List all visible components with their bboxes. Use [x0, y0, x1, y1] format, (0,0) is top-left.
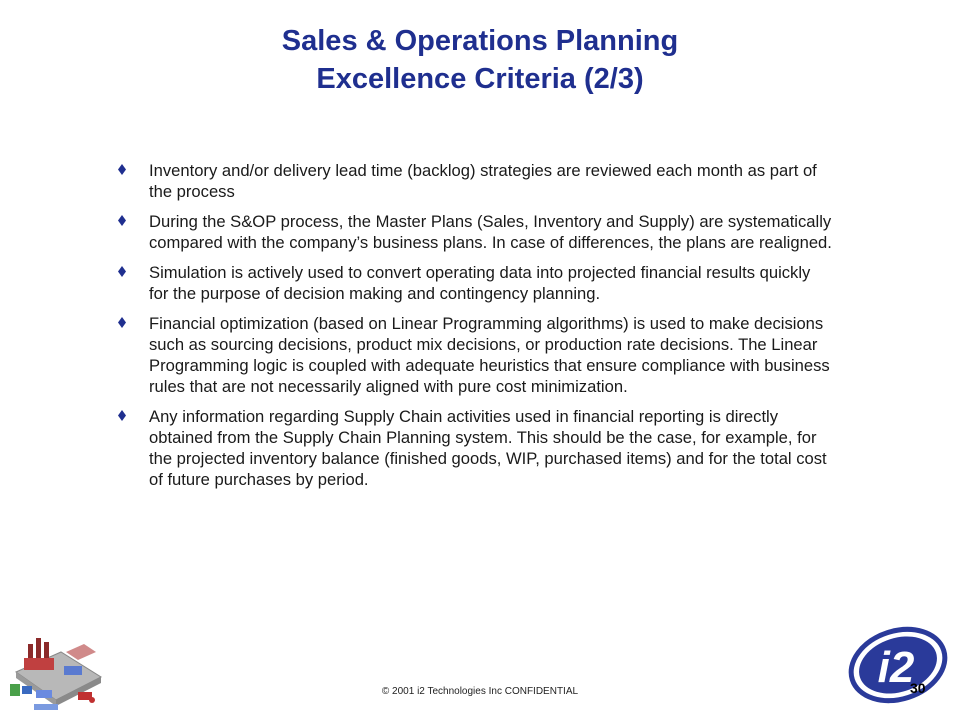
diamond-bullet-icon [118, 317, 126, 328]
title-line-1: Sales & Operations Planning [281, 25, 679, 57]
diamond-bullet-icon [118, 215, 126, 226]
bullet-item [114, 313, 834, 397]
supply-chain-illustration-icon [6, 622, 106, 718]
bullet-list [114, 160, 834, 499]
i2-logo-icon [846, 624, 950, 706]
title-line-2: Excellence Criteria (2/3) [316, 63, 644, 95]
bullet-item [114, 211, 834, 253]
diamond-bullet-icon [118, 164, 126, 175]
footer-copyright: © 2001 i2 Technologies Inc CONFIDENTIAL [381, 686, 579, 697]
diamond-bullet-icon [118, 410, 126, 421]
bullet-text: Inventory and/or delivery lead time (backlog) strategies are reviewed each month as part of the process [149, 161, 817, 201]
bullet-item [114, 262, 834, 304]
bullet-item [114, 406, 834, 490]
bullet-text: During the S&OP process, the Master Plans (Sales, Inventory and Supply) are systematically compared with the company’s business plans. In case of differences, the plans are realigned. [149, 212, 832, 252]
bullet-item [114, 160, 834, 202]
diamond-bullet-icon [118, 266, 126, 277]
page-number: 30 [910, 680, 926, 696]
slide-title [0, 22, 960, 98]
logo-text: i2 [877, 643, 915, 692]
bullet-text: Any information regarding Supply Chain activities used in financial reporting is directly obtained from the Supply Chain Planning system. This should be the case, for example, for the projected inventory balance (finished goods, WIP, purchased items) and for the total cost of future purchases by period. [149, 407, 827, 489]
bullet-text: Simulation is actively used to convert operating data into projected financial results quickly for the purpose of decision making and contingency planning. [149, 263, 811, 303]
bullet-text: Financial optimization (based on Linear Programming algorithms) is used to make decisions such as sourcing decisions, product mix decisions, or production rate decisions. The Linear Programming logic is coupled with adequate heuristics that ensure compliance with business rules that are not necessarily aligned with pure cost minimization. [149, 314, 830, 396]
